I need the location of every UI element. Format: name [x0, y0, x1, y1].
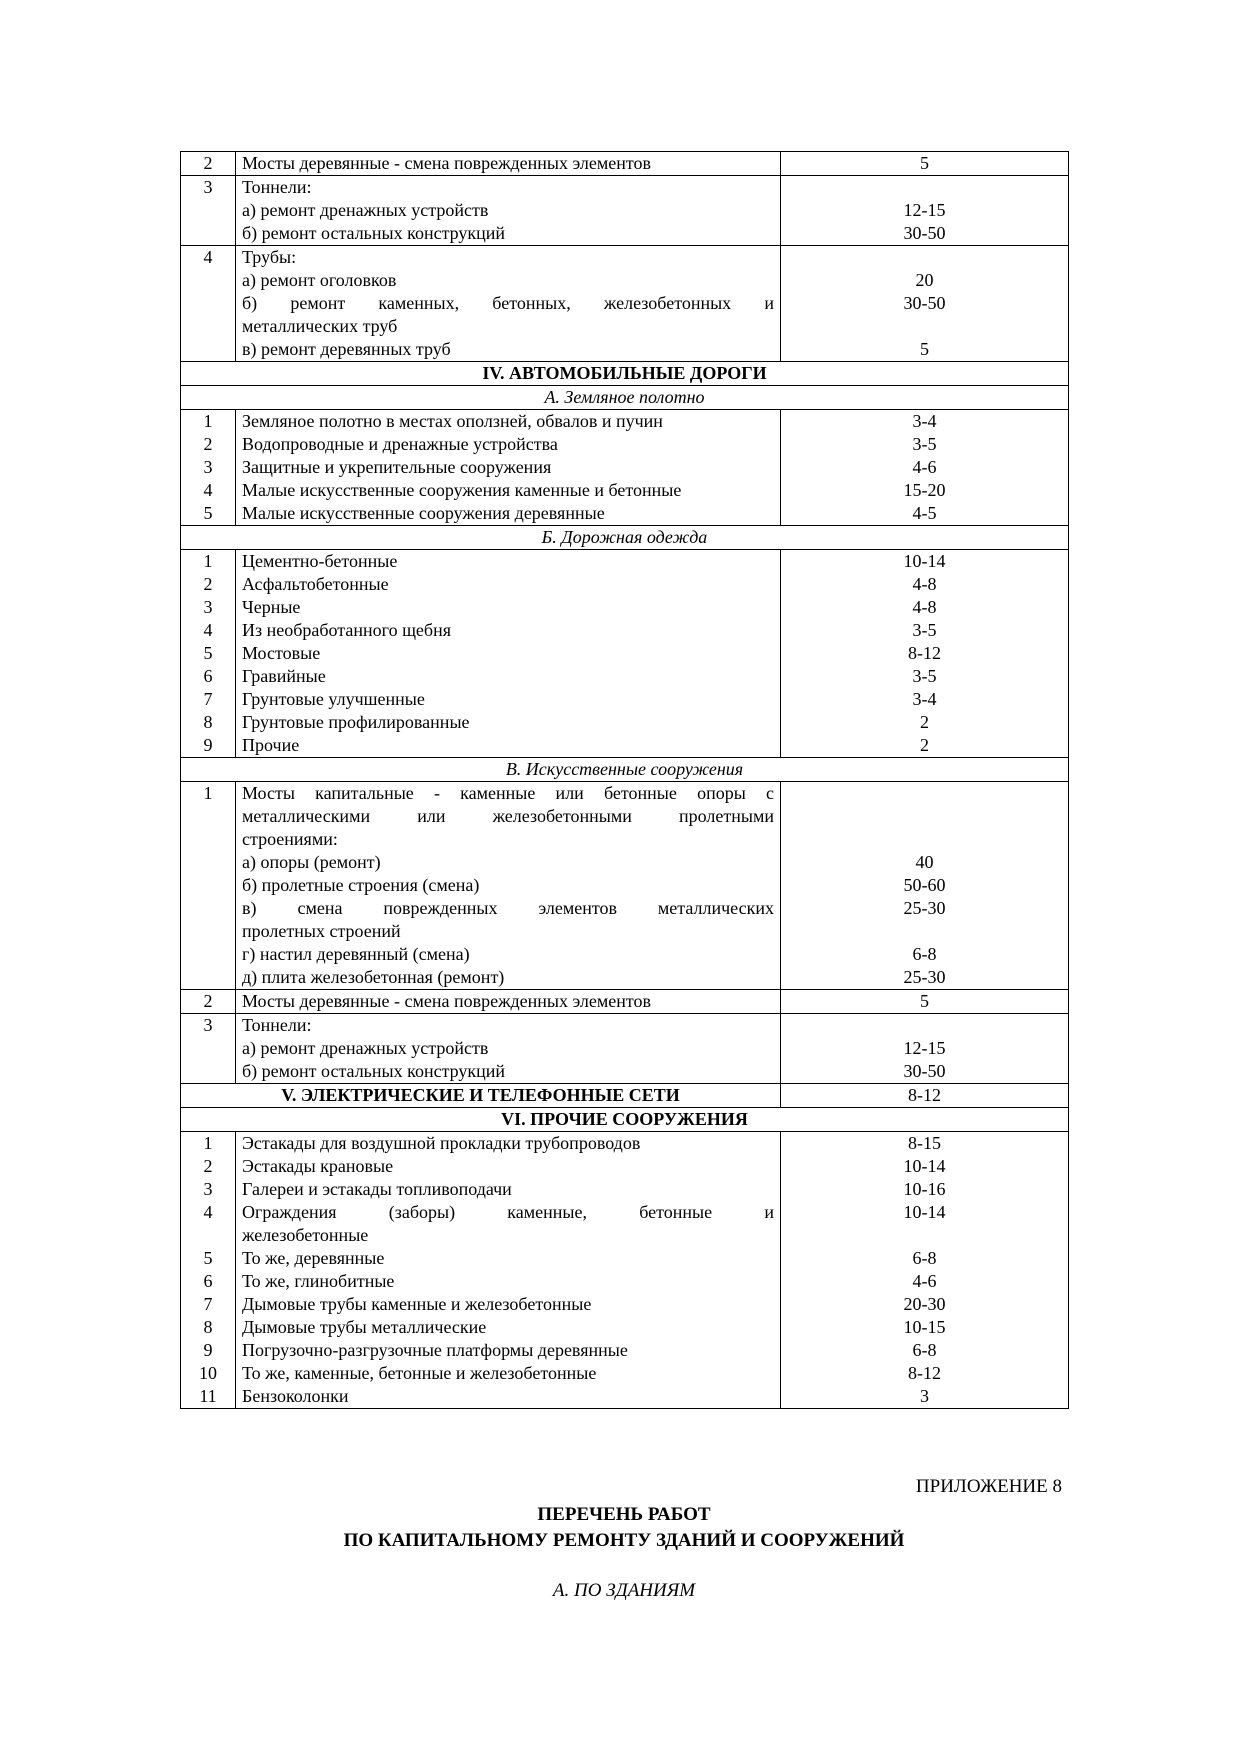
group-v-bridges: [181, 782, 1069, 990]
row-numbers: 1 2 3 4 5 6 7 8 9: [181, 550, 236, 758]
section-iv-title: IV. АВТОМОБИЛЬНЫЕ ДОРОГИ: [181, 362, 1069, 386]
appendix-title-line2: ПО КАПИТАЛЬНОМУ РЕМОНТУ ЗДАНИЙ И СООРУЖЕНИЙ: [343, 1530, 905, 1551]
row-description: Тоннели: а) ремонт дренажных устройств б) ремонт остальных конструкций: [236, 1014, 781, 1084]
table-row: [181, 246, 1069, 362]
row-number: 3: [181, 176, 236, 246]
table-row: [181, 176, 1069, 246]
table-row: [181, 782, 1069, 990]
group-vi: [181, 1132, 1069, 1409]
row-descriptions: Земляное полотно в местах оползней, обвалов и пучин Водопроводные и дренажные устройства Защитные и укрепительные сооружения Малые искусственные сооружения каменные и бетонные Малые искусственные сооружения деревянные: [236, 410, 781, 526]
row-values: 10-14 4-8 4-8 3-5 8-12 3-5 3-4 2 2: [781, 550, 1069, 758]
table-row: [181, 410, 1069, 526]
row-value: 20 30-50 5: [781, 246, 1069, 362]
section-heading: [181, 1084, 1069, 1108]
table-part1-pipes: [181, 246, 1069, 362]
row-numbers: 1 2 3 4 5 6 7 8 9 10 11: [181, 1132, 236, 1409]
row-value: 12-15 30-50: [781, 1014, 1069, 1084]
row-description: Мосты деревянные - смена поврежденных элементов: [236, 152, 781, 176]
section-heading: [181, 1108, 1069, 1132]
table-row: [181, 152, 1069, 176]
subsection-heading: [181, 526, 1069, 550]
group-a: [181, 410, 1069, 526]
row-value: 5: [781, 990, 1069, 1014]
row-values: 8-15 10-14 10-16 10-14 6-8 4-6 20-30 10-15 6-8 8-12 3: [781, 1132, 1069, 1409]
table-row: [181, 1014, 1069, 1084]
row-number: 4: [181, 246, 236, 362]
appendix-title-line1: ПЕРЕЧЕНЬ РАБОТ: [537, 1504, 711, 1525]
row-description: Тоннели: а) ремонт дренажных устройств б) ремонт остальных конструкций: [236, 176, 781, 246]
subsection-b-title: Б. Дорожная одежда: [181, 526, 1069, 550]
row-description: Мосты капитальные - каменные или бетонные опоры с металлическими или железобетонными пролетными строениями: а) опоры (ремонт) б) пролетные строения (смена) в) смена поврежденных элементов металлических пролетных строений г) настил деревянный (смена) д) плита железобетонная (ремонт): [236, 782, 781, 990]
subsection-v-title: В. Искусственные сооружения: [181, 758, 1069, 782]
table-row: [181, 1132, 1069, 1409]
row-number: 1: [181, 782, 236, 990]
row-number: 2: [181, 152, 236, 176]
group-v-tunnels: [181, 1014, 1069, 1084]
table-row: [181, 550, 1069, 758]
section-v-title: V. ЭЛЕКТРИЧЕСКИЕ И ТЕЛЕФОННЫЕ СЕТИ: [181, 1084, 781, 1108]
section-heading: [181, 362, 1069, 386]
table-part1: [181, 152, 1069, 176]
subsection-a-title: А. Земляное полотно: [181, 386, 1069, 410]
row-value: 12-15 30-50: [781, 176, 1069, 246]
row-value: 40 50-60 25-30 6-8 25-30: [781, 782, 1069, 990]
subsection-heading: [181, 386, 1069, 410]
row-descriptions: Цементно-бетонные Асфальтобетонные Черные Из необработанного щебня Мостовые Гравийные Грунтовые улучшенные Грунтовые профилированные Прочие: [236, 550, 781, 758]
subsection-heading: [181, 758, 1069, 782]
row-numbers: 1 2 3 4 5: [181, 410, 236, 526]
row-description: Трубы: а) ремонт оголовков б) ремонт каменных, бетонных, железобетонных и металлических труб в) ремонт деревянных труб: [236, 246, 781, 362]
row-value: 5: [781, 152, 1069, 176]
group-b: [181, 550, 1069, 758]
row-values: 3-4 3-5 4-6 15-20 4-5: [781, 410, 1069, 526]
appendix-subtitle: А. ПО ЗДАНИЯМ: [552, 1580, 696, 1601]
row-description: Мосты деревянные - смена поврежденных элементов: [236, 990, 781, 1014]
table-part1-tunnels: [181, 176, 1069, 246]
section-v-value: 8-12: [781, 1084, 1069, 1108]
group-v-wooden-bridges: [181, 990, 1069, 1014]
repair-periods-table: [180, 151, 1069, 1409]
section-vi-title: VI. ПРОЧИЕ СООРУЖЕНИЯ: [181, 1108, 1069, 1132]
row-descriptions: Эстакады для воздушной прокладки трубопроводов Эстакады крановые Галереи и эстакады топливоподачи Ограждения (заборы) каменные, бетонные и железобетонные То же, деревянные То же, глинобитные Дымовые трубы каменные и железобетонные Дымовые трубы металлические Погрузочно-разгрузочные платформы деревянные То же, каменные, бетонные и железобетонные Бензоколонки: [236, 1132, 781, 1409]
table-row: [181, 990, 1069, 1014]
row-number: 3: [181, 1014, 236, 1084]
row-number: 2: [181, 990, 236, 1014]
appendix-label: ПРИЛОЖЕНИЕ 8: [915, 1476, 1062, 1497]
page: [180, 151, 1068, 1409]
